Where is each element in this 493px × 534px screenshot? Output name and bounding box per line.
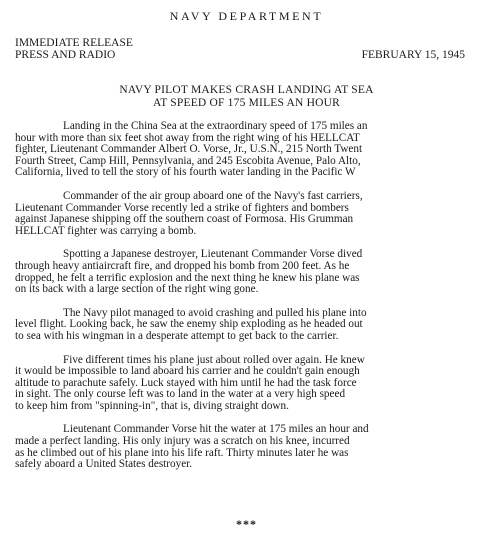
- text-line: as he climbed out of his plane into his life raft. Thirty minutes later he was: [15, 447, 349, 459]
- text-line: Landing in the China Sea at the extraordinary speed of 175 miles an: [63, 121, 368, 132]
- text-line: on its back with a large section of the right wing gone.: [15, 284, 259, 296]
- paragraph-6: [15, 424, 483, 470]
- text-line: Spotting a Japanese destroyer, Lieutenant Commander Vorse dived: [63, 249, 363, 261]
- paragraph-3: [15, 249, 483, 295]
- release-audience: PRESS AND RADIO: [15, 49, 116, 61]
- headline-line-1: NAVY PILOT MAKES CRASH LANDING AT SEA: [119, 84, 374, 96]
- headline-line-2: AT SPEED OF 175 MILES AN HOUR: [152, 96, 341, 109]
- text-line: Lieutenant Commander Vorse recently led a strike of fighters and bombers: [15, 202, 349, 214]
- release-type: IMMEDIATE RELEASE: [15, 37, 133, 49]
- paragraph-4: [15, 308, 483, 343]
- article-body: [15, 121, 483, 483]
- text-line: Five different times his plane just about rolled over again. He knew: [63, 354, 365, 366]
- text-line: made a perfect landing. His only injury was a scratch on his knee, incurred: [15, 436, 350, 448]
- text-line: it would be impossible to land aboard his carrier and he couldn't gain enough: [15, 366, 360, 378]
- text-line: altitude to parachute safely. Luck stayed with him until he had the task force: [15, 377, 357, 389]
- text-line: Lieutenant Commander Vorse hit the water at 175 miles an hour and: [63, 424, 369, 436]
- text-line: to sea with his wingman in a desperate attempt to get back to the carrier.: [15, 330, 339, 342]
- release-date: FEBRUARY 15, 1945: [361, 49, 465, 61]
- headline: [0, 84, 493, 109]
- release-block: [15, 37, 133, 61]
- text-line: hour with more than six feet shot away from the right wing of his HELLCAT: [15, 132, 360, 144]
- text-line: dropped, he felt a terrific explosion and the next thing he knew his plane was: [15, 272, 360, 284]
- text-line: against Japanese shipping off the southern coast of Formosa. His Grumman: [15, 214, 354, 226]
- text-line: in sight. The only course left was to land in the water at a very high speed: [15, 389, 346, 401]
- text-line: The Navy pilot managed to avoid crashing and pulled his plane into: [63, 307, 367, 319]
- text-line: through heavy antiaircraft fire, and dropped his bomb from 200 feet. As he: [15, 260, 350, 272]
- text-line: safely aboard a United States destroyer.: [15, 459, 193, 471]
- paragraph-1: [15, 121, 483, 179]
- department-heading: NAVY DEPARTMENT: [169, 9, 324, 23]
- text-line: to keep him from "spinning-in", that is, diving straight down.: [15, 400, 289, 412]
- text-line: Fourth Street, Camp Hill, Pennsylvania, and 245 Escobita Avenue, Palo Alto,: [15, 155, 361, 167]
- paragraph-5: [15, 355, 483, 413]
- text-line: HELLCAT fighter was carrying a bomb.: [15, 225, 197, 237]
- end-marker: ***: [236, 517, 257, 531]
- text-line: California, lived to tell the story of his fourth water landing in the Pacific W: [15, 167, 356, 179]
- text-line: level flight. Looking back, he saw the enemy ship exploding as he headed out: [15, 319, 363, 331]
- paragraph-2: [15, 191, 483, 237]
- text-line: Commander of the air group aboard one of the Navy's fast carriers,: [63, 190, 363, 202]
- text-line: fighter, Lieutenant Commander Albert O. Vorse, Jr., U.S.N., 215 North Twent: [15, 144, 363, 156]
